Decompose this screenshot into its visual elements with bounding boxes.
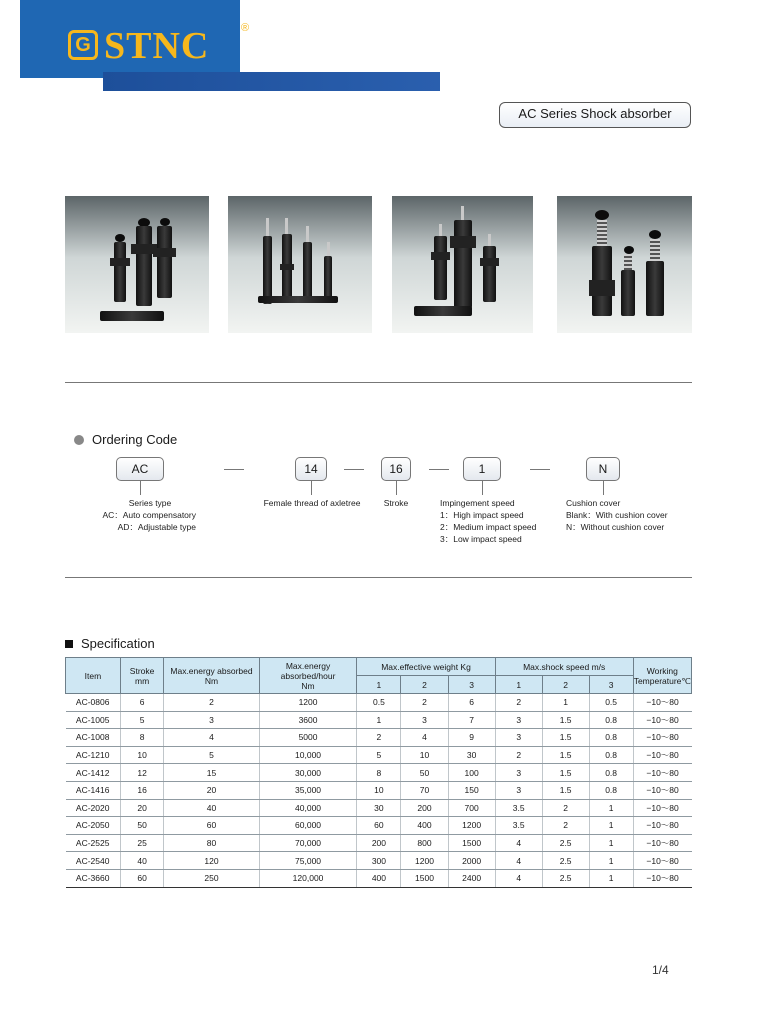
table-cell: 10	[357, 781, 401, 799]
table-row	[66, 711, 692, 729]
table-cell: 10	[120, 746, 163, 764]
table-cell: 8	[357, 764, 401, 782]
table-cell: 0.8	[589, 746, 633, 764]
product-photo-2	[228, 196, 372, 333]
table-cell: AC-2020	[66, 799, 121, 817]
divider-middle	[65, 577, 692, 578]
table-row	[66, 781, 692, 799]
table-cell: 4	[495, 852, 542, 870]
code-separator	[429, 469, 449, 470]
header-weight: Max.effective weight Kg	[357, 658, 495, 676]
table-cell: 15	[164, 764, 259, 782]
table-cell: −10～80	[633, 817, 691, 835]
table-cell: 120	[164, 852, 259, 870]
table-cell: 0.8	[589, 711, 633, 729]
table-cell: 1.5	[542, 781, 589, 799]
table-cell: −10～80	[633, 781, 691, 799]
table-cell: 1.5	[542, 711, 589, 729]
table-cell: 4	[401, 729, 448, 747]
subheader-speed-1: 1	[495, 676, 542, 694]
divider-top	[65, 382, 692, 383]
table-cell: 3	[495, 729, 542, 747]
table-cell: 1.5	[542, 746, 589, 764]
header-accent-bar	[103, 72, 440, 91]
table-cell: 20	[120, 799, 163, 817]
code-leader-line	[140, 481, 141, 495]
table-cell: 200	[357, 834, 401, 852]
table-cell: 1	[589, 799, 633, 817]
table-cell: 0.5	[357, 694, 401, 712]
header-energy-hour: Max.energy absorbed/hour Nm	[259, 658, 357, 694]
table-cell: −10～80	[633, 869, 691, 887]
table-cell: 20	[164, 781, 259, 799]
table-cell: 100	[448, 764, 495, 782]
table-cell: 75,000	[259, 852, 357, 870]
table-row	[66, 694, 692, 712]
table-cell: 2	[495, 694, 542, 712]
code-leader-line	[482, 481, 483, 495]
table-cell: 400	[401, 817, 448, 835]
code-leader-line	[396, 481, 397, 495]
stroke-description: Stroke	[383, 498, 409, 508]
subheader-weight-3: 3	[448, 676, 495, 694]
code-leader-line	[311, 481, 312, 495]
table-cell: AC-2525	[66, 834, 121, 852]
table-cell: 2	[542, 817, 589, 835]
code-separator	[224, 469, 244, 470]
table-cell: 10,000	[259, 746, 357, 764]
table-cell: 400	[357, 869, 401, 887]
table-row	[66, 817, 692, 835]
table-cell: 5000	[259, 729, 357, 747]
subheader-speed-3: 3	[589, 676, 633, 694]
table-cell: 2	[357, 729, 401, 747]
table-cell: 2.5	[542, 834, 589, 852]
subheader-weight-2: 2	[401, 676, 448, 694]
table-cell: 30	[357, 799, 401, 817]
table-cell: −10～80	[633, 799, 691, 817]
table-cell: 3.5	[495, 799, 542, 817]
table-cell: −10～80	[633, 729, 691, 747]
table-cell: 3	[495, 711, 542, 729]
table-cell: 50	[401, 764, 448, 782]
table-cell: 3	[495, 781, 542, 799]
table-cell: 50	[120, 817, 163, 835]
table-cell: 10	[401, 746, 448, 764]
table-cell: 2.5	[542, 852, 589, 870]
table-cell: 60	[164, 817, 259, 835]
table-cell: 1	[589, 869, 633, 887]
table-cell: 1	[589, 817, 633, 835]
table-cell: 3	[164, 711, 259, 729]
table-row	[66, 834, 692, 852]
table-cell: 0.5	[589, 694, 633, 712]
table-cell: 1	[589, 834, 633, 852]
table-cell: 5	[164, 746, 259, 764]
table-cell: 60,000	[259, 817, 357, 835]
code-box-thread: 14	[295, 457, 327, 481]
table-cell: 35,000	[259, 781, 357, 799]
table-cell: 4	[495, 869, 542, 887]
table-cell: −10～80	[633, 711, 691, 729]
table-cell: 5	[357, 746, 401, 764]
impingement-description: Impingement speed 1：High impact speed 2：Medium impact speed 3：Low impact speed	[440, 498, 537, 544]
table-cell: 2	[495, 746, 542, 764]
table-cell: −10～80	[633, 746, 691, 764]
table-cell: −10～80	[633, 852, 691, 870]
table-row	[66, 869, 692, 887]
table-cell: 800	[401, 834, 448, 852]
table-cell: 1200	[259, 694, 357, 712]
table-cell: −10～80	[633, 834, 691, 852]
table-cell: 5	[120, 711, 163, 729]
product-photo-3	[392, 196, 533, 333]
table-cell: 1200	[401, 852, 448, 870]
table-cell: 25	[120, 834, 163, 852]
table-cell: AC-2050	[66, 817, 121, 835]
table-cell: 0.8	[589, 729, 633, 747]
table-cell: 40	[164, 799, 259, 817]
table-cell: 3	[495, 764, 542, 782]
table-cell: 9	[448, 729, 495, 747]
thread-description: Female thread of axletree	[263, 498, 361, 508]
table-cell: 3.5	[495, 817, 542, 835]
table-cell: −10～80	[633, 764, 691, 782]
table-cell: 1	[542, 694, 589, 712]
table-cell: 1200	[448, 817, 495, 835]
table-row	[66, 852, 692, 870]
table-cell: 4	[495, 834, 542, 852]
page-number: 1/4	[652, 963, 669, 977]
table-cell: −10～80	[633, 694, 691, 712]
table-cell: 200	[401, 799, 448, 817]
code-leader-line	[603, 481, 604, 495]
table-cell: AC-1008	[66, 729, 121, 747]
table-cell: 6	[448, 694, 495, 712]
table-cell: 2	[401, 694, 448, 712]
table-cell: 16	[120, 781, 163, 799]
table-cell: AC-0806	[66, 694, 121, 712]
table-cell: AC-2540	[66, 852, 121, 870]
code-separator	[344, 469, 364, 470]
table-cell: 300	[357, 852, 401, 870]
page-title: AC Series Shock absorber	[499, 102, 691, 128]
table-cell: AC-1412	[66, 764, 121, 782]
bullet-dot-icon	[74, 435, 84, 445]
header-working-temperature: Working Temperature℃	[633, 658, 691, 694]
table-row	[66, 799, 692, 817]
logo-emblem-icon: G	[68, 30, 98, 60]
table-cell: 6	[120, 694, 163, 712]
brand-logo-block	[20, 0, 250, 78]
table-cell: 7	[448, 711, 495, 729]
header-speed: Max.shock speed m/s	[495, 658, 633, 676]
table-cell: 0.8	[589, 764, 633, 782]
ordering-code-heading: Ordering Code	[74, 432, 177, 447]
bullet-square-icon	[65, 640, 73, 648]
series-type-description: Series type AC：Auto compensatory AD：Adjustable type	[102, 498, 196, 532]
subheader-weight-1: 1	[357, 676, 401, 694]
table-cell: 0.8	[589, 781, 633, 799]
table-row	[66, 729, 692, 747]
code-box-cushion: N	[586, 457, 620, 481]
table-cell: AC-1210	[66, 746, 121, 764]
table-cell: 3	[401, 711, 448, 729]
table-cell: 2	[164, 694, 259, 712]
table-cell: 8	[120, 729, 163, 747]
table-cell: 12	[120, 764, 163, 782]
table-cell: 60	[357, 817, 401, 835]
table-cell: 70,000	[259, 834, 357, 852]
registered-mark: ®	[241, 22, 250, 34]
table-cell: AC-1005	[66, 711, 121, 729]
cushion-description: Cushion cover Blank：With cushion cover N：Without cushion cover	[566, 498, 668, 532]
specification-table-body	[66, 694, 692, 888]
code-separator	[530, 469, 550, 470]
table-cell: 4	[164, 729, 259, 747]
table-cell: 2000	[448, 852, 495, 870]
table-cell: 40	[120, 852, 163, 870]
table-cell: 2	[542, 799, 589, 817]
table-cell: 2.5	[542, 869, 589, 887]
table-row	[66, 764, 692, 782]
table-cell: 250	[164, 869, 259, 887]
table-cell: 1500	[448, 834, 495, 852]
logo-text: STNC	[104, 25, 210, 67]
table-cell: 3600	[259, 711, 357, 729]
code-box-stroke: 16	[381, 457, 411, 481]
product-photo-1	[65, 196, 209, 333]
header-energy: Max.energy absorbed Nm	[164, 658, 259, 694]
subheader-speed-2: 2	[542, 676, 589, 694]
specification-table	[65, 657, 692, 888]
header-stroke: Stroke mm	[120, 658, 163, 694]
table-cell: 60	[120, 869, 163, 887]
table-cell: AC-3660	[66, 869, 121, 887]
header-item: Item	[66, 658, 121, 694]
table-cell: 150	[448, 781, 495, 799]
specification-heading: Specification	[65, 636, 155, 651]
code-box-impingement: 1	[463, 457, 501, 481]
table-cell: 1500	[401, 869, 448, 887]
table-cell: 70	[401, 781, 448, 799]
table-cell: 1	[589, 852, 633, 870]
table-cell: 30,000	[259, 764, 357, 782]
product-photo-4	[557, 196, 692, 333]
table-row	[66, 746, 692, 764]
table-cell: 120,000	[259, 869, 357, 887]
table-cell: 2400	[448, 869, 495, 887]
table-cell: 1.5	[542, 764, 589, 782]
table-cell: 1	[357, 711, 401, 729]
table-cell: 1.5	[542, 729, 589, 747]
table-cell: 80	[164, 834, 259, 852]
table-cell: 700	[448, 799, 495, 817]
table-cell: 30	[448, 746, 495, 764]
table-cell: 40,000	[259, 799, 357, 817]
table-cell: AC-1416	[66, 781, 121, 799]
code-box-series: AC	[116, 457, 164, 481]
